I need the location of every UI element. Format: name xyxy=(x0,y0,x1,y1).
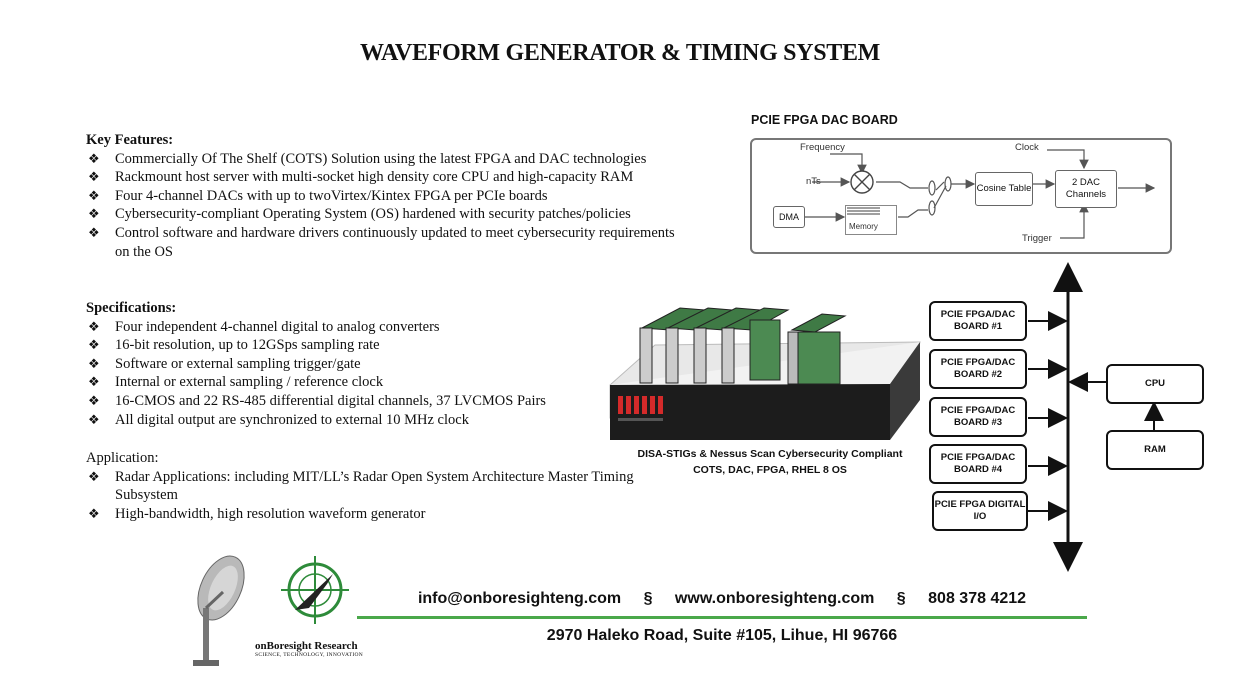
dma-block: DMA xyxy=(773,206,805,228)
fpga-dac-board-4: PCIE FPGA/DAC BOARD #4 xyxy=(929,444,1027,484)
list-item: ❖ Control software and hardware drivers continuously updated to meet cybersecurity requirements on the OS xyxy=(88,224,675,260)
nts-label: nTs xyxy=(806,176,821,187)
bullet-icon: ❖ xyxy=(88,150,100,166)
logo-tagline: SCIENCE, TECHNOLOGY, INNOVATION xyxy=(255,652,363,658)
fpga-dac-board-3: PCIE FPGA/DAC BOARD #3 xyxy=(929,397,1027,437)
separator: § xyxy=(896,590,906,607)
bullet-icon: ❖ xyxy=(88,411,100,427)
bullet-icon: ❖ xyxy=(88,169,100,185)
contact-line xyxy=(357,590,1087,608)
bullet-icon: ❖ xyxy=(88,337,100,353)
page-title: WAVEFORM GENERATOR & TIMING SYSTEM xyxy=(359,40,881,66)
frequency-label: Frequency xyxy=(800,142,845,153)
bullet-icon: ❖ xyxy=(88,468,100,484)
bullet-icon: ❖ xyxy=(88,318,100,334)
ram-block: RAM xyxy=(1106,430,1204,470)
bullet-icon: ❖ xyxy=(88,505,100,521)
fpga-dac-board-1: PCIE FPGA/DAC BOARD #1 xyxy=(929,301,1027,341)
application-section xyxy=(86,449,675,523)
list-item: ❖ Internal or external sampling / reference clock xyxy=(88,374,384,391)
bullet-icon: ❖ xyxy=(88,206,100,222)
trigger-label: Trigger xyxy=(1022,233,1052,244)
bullet-icon: ❖ xyxy=(88,224,100,240)
logo-name: onBoresight Research xyxy=(255,640,358,652)
dac-channels-block: 2 DAC Channels xyxy=(1055,170,1117,208)
list-item: ❖ All digital output are synchronized to external 10 MHz clock xyxy=(88,411,469,428)
address: 2970 Haleko Road, Suite #105, Lihue, HI 96766 xyxy=(546,627,898,644)
key-features-heading: Key Features: xyxy=(86,132,174,148)
bullet-icon: ❖ xyxy=(88,392,100,408)
cosine-table-block: Cosine Table xyxy=(975,172,1033,206)
fpga-digital-io-board: PCIE FPGA DIGITAL I/O xyxy=(932,491,1028,531)
specifications-section xyxy=(86,299,675,429)
clock-label: Clock xyxy=(1015,142,1039,153)
separator: § xyxy=(643,590,653,607)
divider-line xyxy=(357,616,1087,619)
bullet-icon: ❖ xyxy=(88,187,100,203)
server-caption: DISA-STIGs & Nessus Scan Cybersecurity Compliant COTS, DAC, FPGA, RHEL 8 OS xyxy=(637,448,903,476)
list-item: ❖ High-bandwidth, high resolution waveform generator xyxy=(88,505,426,522)
list-item: ❖ Cybersecurity-compliant Operating System (OS) hardened with security patches/policies xyxy=(88,206,631,223)
list-item: ❖ Software or external sampling trigger/gate xyxy=(88,355,361,372)
dac-diagram-title: PCIE FPGA DAC BOARD xyxy=(751,113,898,127)
rackmount-server-image xyxy=(600,300,930,450)
fpga-dac-board-2: PCIE FPGA/DAC BOARD #2 xyxy=(929,349,1027,389)
list-item: ❖ Radar Applications: including MIT/LL’s Radar Open System Architecture Master Timing Subsystem xyxy=(88,468,634,504)
email-link[interactable]: info@onboresighteng.com xyxy=(417,590,622,607)
bullet-icon: ❖ xyxy=(88,374,100,390)
memory-block xyxy=(845,205,897,235)
list-item: ❖ Commercially Of The Shelf (COTS) Solution using the latest FPGA and DAC technologies xyxy=(88,150,647,167)
list-item: ❖ Four independent 4-channel digital to analog converters xyxy=(88,318,440,335)
application-heading: Application: xyxy=(86,450,159,466)
phone-number: 808 378 4212 xyxy=(928,590,1027,607)
specifications-heading: Specifications: xyxy=(86,300,177,316)
list-item: ❖ Four 4-channel DACs with up to twoVirtex/Kintex FPGA per PCIe boards xyxy=(88,187,548,204)
list-item: ❖ Rackmount host server with multi-socket high density core CPU and high-capacity RAM xyxy=(88,169,634,186)
cpu-block: CPU xyxy=(1106,364,1204,404)
bullet-icon: ❖ xyxy=(88,355,100,371)
list-item: ❖ 16-CMOS and 22 RS-485 differential digital channels, 37 LVCMOS Pairs xyxy=(88,392,546,409)
list-item: ❖ 16-bit resolution, up to 12GSps sampling rate xyxy=(88,337,380,354)
website-link[interactable]: www.onboresighteng.com xyxy=(674,590,875,607)
key-features-section xyxy=(86,131,675,261)
memory-label: Memory xyxy=(849,222,878,231)
